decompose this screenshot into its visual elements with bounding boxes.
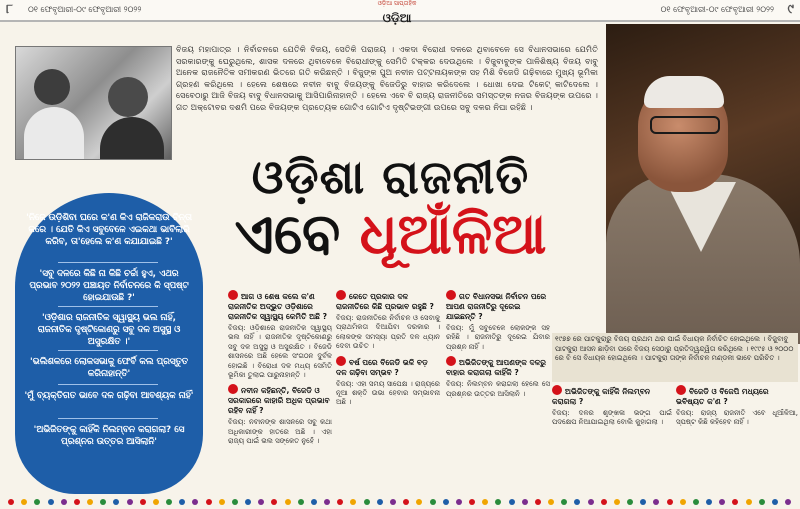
question-text: ଆଗ ଓ ଶେଷ କଲେ କ'ଣ ରାଜନୀତିକ ଅଦ୍ଭୁତ ଓଡ଼ିଶାରେ ରାଜନୀତିକ ସ୍ୱାସ୍ଥ୍ୟ କେମିତି ଅଛି ? [228, 292, 328, 321]
footer-dot [509, 499, 515, 505]
answer: ବିଜୟ: ମୁଁ ସବୁବେଳେ ଲୋକଙ୍କ ସହ ରହିଛି । ରାଜନୀତିରୁ ଦୂରେଇ ଯିବାର ପ୍ରଶ୍ନ ନାହିଁ । [446, 324, 550, 351]
question [552, 385, 672, 407]
question-marker-icon [552, 385, 562, 395]
headline-line2 [178, 202, 603, 267]
dateline-left: ୦୧ ଫେବୃଆରୀ-୦୯ ଫେବୃଆରୀ ୨୦୨୨ [28, 5, 142, 14]
footer-dot [364, 499, 370, 505]
masthead-logo [362, 0, 432, 25]
answer: ବିଜୟ: ଦଳର ଶୃଙ୍ଖଳା ଭଙ୍ଗ ପାଇଁ ପଦକ୍ଷେପ ନିଆଯାଇଥିଲା ବୋଲି କୁହାଗଲା । [552, 409, 672, 427]
footer-dot [192, 499, 198, 505]
answer: ବିଜୟ: ରାଜନୀତିରେ ନିର୍ବାଚନ ଓ ସେବାକୁ ପ୍ରାଥମିକତା ଦିଆଯିବା ଦରକାର । ଲୋକଙ୍କ ସମସ୍ୟା ପ୍ରତି ଦଳ ଧ୍ୟାନ ଦେବା ଉଚିତ । [336, 314, 440, 351]
question-text: ଅଭିଜିତଙ୍କୁ ଆପଣଙ୍କ ଦଳରୁ ବାହାର କରାଗଲା କାହିଁକି ? [446, 358, 546, 378]
photo-figure [24, 107, 84, 160]
footer-dot [21, 499, 27, 505]
footer-dot [324, 499, 330, 505]
pull-quote: 'ନିଜେ ଉଡ଼ିଶିବା ଘରେ କ'ଣ କିଏ ରାଜିକରାଉ ଚିନ୍ତା କରେ । ଯେତି କିଏ ସବୁବେଳେ ଏଇକଥା ଭାବିଲାରି କରିବ, ତା'ହେଲେ କ'ଣ କଯାଯାଇଛି ?' [26, 213, 192, 247]
footer-dot [153, 499, 159, 505]
footer-dot [574, 499, 580, 505]
question [336, 356, 440, 378]
footer-dot [127, 499, 133, 505]
footer-dot [8, 499, 14, 505]
question-marker-icon [446, 356, 456, 366]
footer-dot [219, 499, 225, 505]
quote-divider [58, 418, 158, 419]
footer-dot [746, 499, 752, 505]
headline-red-part: ଧୂଆଁଳିଆ [359, 202, 547, 267]
footer-dot [785, 499, 791, 505]
footer-dot [206, 499, 212, 505]
footer-dot [113, 499, 119, 505]
photo-figure-head [34, 69, 70, 105]
footer-dot [732, 499, 738, 505]
footer-dot [285, 499, 291, 505]
question [228, 290, 332, 322]
footer-dot [232, 499, 238, 505]
footer-dot [653, 499, 659, 505]
photo-figure [100, 117, 164, 160]
page-number-right: ୯ [787, 2, 794, 17]
footer-dot [100, 499, 106, 505]
footer-dot [680, 499, 686, 505]
question-text: ବର୍ଷ ପରେ ବିଜେଡି ଭଳି ବଡ଼ ଦଳ ଗଢ଼ିବା ସମ୍ଭବ ? [336, 357, 428, 377]
footer-dot [34, 499, 40, 505]
dateline-right: ୦୧ ଫେବୃଆରୀ-୦୯ ଫେବୃଆରୀ ୨୦୨୨ [660, 5, 774, 14]
footer-dot [719, 499, 725, 505]
question-text: ଗତ ବିଧାନସଭା ନିର୍ବାଚନ ପରେ ଆପଣ ରାଜନୀତିରୁ ଦୂରେଇ ଯାଇଛନ୍ତି ? [446, 292, 547, 321]
question [676, 385, 798, 407]
page-number-left: ୮ [6, 2, 13, 17]
footer-dot [87, 499, 93, 505]
quote-divider [58, 350, 158, 351]
pull-quote: 'ସବୁ ଦଳରେ କିଛି ନା କିଛି ଚର୍ଚ୍ଚା ହୁଏ, ଏଥର ପ୍ରଭାବ ୨୦୨୨ ପଞ୍ଚାୟତ ନିର୍ବାଚନରେ କି ସ୍ପଷ୍ଟ ହୋଇଯାଉଛି ?' [29, 269, 189, 303]
footer-dot [443, 499, 449, 505]
headline-black-part: ଏବେ [234, 202, 360, 267]
footer-dot [74, 499, 80, 505]
photo-figure-head [108, 77, 148, 117]
page-header [0, 0, 800, 25]
footer-dot [298, 499, 304, 505]
quote-divider [58, 262, 158, 263]
footer-dot [271, 499, 277, 505]
question-marker-icon [228, 384, 238, 394]
lead-paragraph: ବିଜୟ ମହାପାତ୍ର । ନିର୍ବାଚନରେ ଯେତିକି ବିଜୟ, ସେତିକି ପରାଜୟ । ଏକଦା ବିରୋଧୀ ଦଳରେ ଥିବାବେଳେ ସେ ବିଧାନସଭାରେ ଯେମିତି ସରକାରଙ୍କୁ ଘେରୁଥିଲେ, ଶାସକ ଦଳରେ ଥିବାବେଳେ ବିରୋଧୀଙ୍କୁ ସେମିତି ଟକ୍କର ଦେଉଥିଲେ । ବିଜୁବାବୁଙ୍କ ପାଳିଶିଷ୍ୟ ବିଜୟ ବାବୁ ଅନେକ ରାଜନୈତିକ ସମୀକରଣ ଭିତରେ ଗତି କରିଛନ୍ତି । ବିଜୁଙ୍କ ପୁଅ ନବୀନ ପଟ୍ଟନାୟକଙ୍କ ସହ ମିଶି ବିଜେଡି ଗଢ଼ିବାରେ ମୁଖ୍ୟ ଭୂମିକା ଗ୍ରହଣ କରିଥିଲେ । ହେଲେ ଶେଷରେ ନବୀନ ବାବୁ ବିଜୟଙ୍କୁ ବିଜେଡିରୁ ବାହାର କରିଦେଲେ । ଧୋଖା ଦେଇ ଟିକେଟ୍ କାଟିଦେଲେ । ସେବେଠାରୁ ଆଜି ବିଜୟ ବାବୁ ବିଧାନସଭାକୁ ଆସିପାରିନାହାନ୍ତି । ହେଲେ ଏବେ ବି ରାଜ୍ୟ ରାଜନୀତିରେ ସମସ୍ତଙ୍କ ନଜର ବିଜୟଙ୍କ ଉପରେ । ଗତ ଅକ୍ଟୋବର ଦଶମି ପରେ ବିଜୟଙ୍କ ପ୍ରତ୍ୟେକ ଗୋଟିଏ ଗୋଟିଏ ଦୃଷ୍ଟିଭଙ୍ଗୀ ଉପରେ ସବୁ ଦଳର ନିଘା ରହିଛି । [176, 44, 598, 112]
answer: ବିଜୟ: ଏହା ସମୟ ସାପେକ୍ଷ । ରାଜ୍ୟରେ ନୂଆ ଶକ୍ତି ଉଭା ହେବାର ସମ୍ଭାବନା ଅଛି । [336, 379, 440, 407]
interview-column [552, 385, 672, 428]
footer-dot [601, 499, 607, 505]
question-text: ଅଭିଜିତଙ୍କୁ କାହିଁକି ନିଲମ୍ବନ କରାଗଲା ? [552, 387, 651, 406]
footer-dot [258, 499, 264, 505]
answer: ବିଜୟ: ନିଲମ୍ବନ କରାଗଲା ହେଲେ ସେ ପ୍ରଶ୍ନର ଉତ୍ତର ଆସିଲାନି । [446, 380, 550, 398]
photo-caption: ୧୯୭୭ ରେ ପାଟକୁରାରୁ ବିଜୟ ପ୍ରଥମ ଥର ପାଇଁ ବିଧାୟକ ନିର୍ବାଚିତ ହୋଇଥିଲେ । ବିଜୁବାବୁ ପାଟକୁରା ଆସନ ଛାଡ଼ିବା ପରେ ବିଜୟ ସେଠାରୁ ପ୍ରତିଦ୍ୱନ୍ଦ୍ୱିତା କରିଥିଲେ । ୧୯୯୫ ଓ ୨୦୦୦ ରେ ବି ସେ ବିଧାୟକ ହୋଇଥିଲେ । ପାଟକୁରା ତାଙ୍କ ନିର୍ବାଚନ ମଣ୍ଡଳୀ ଭାବେ ପରିଚିତ । [552, 333, 798, 382]
footer-dot [350, 499, 356, 505]
footer-dot [627, 499, 633, 505]
question-marker-icon [336, 290, 346, 300]
question-text: ବିଜେଡି ଓ ବିଜେପି ମଧ୍ୟରେ ଭବିଷ୍ୟତ କ'ଣ ? [676, 387, 769, 406]
footer-dot [548, 499, 554, 505]
answer: ବିଜୟ: ନବୀନଙ୍କ ଶାସନରେ ସବୁ କଥା ଅଧିକାରୀଙ୍କ ହାତରେ ଅଛି । ଏହା ରାଜ୍ୟ ପାଇଁ ଭଲ ସଙ୍କେତ ନୁହେଁ । [228, 418, 332, 446]
footer-dot-strip [0, 499, 800, 507]
footer-dot [48, 499, 54, 505]
footer-dot [640, 499, 646, 505]
logo-tagline: ଓଡ଼ିଆ ସାପ୍ତାହିକ [377, 0, 417, 7]
footer-dot [693, 499, 699, 505]
question [446, 290, 550, 322]
question [336, 290, 440, 312]
question-text: ନବୀନ କହିଛନ୍ତି, ବିଜେଡି ଓ ସରକାରରେ କାହାରି ଅଧିକ ପ୍ରଭାବ ରହିବ ନାହିଁ ? [228, 386, 330, 416]
interview-column [676, 385, 798, 428]
portrait-photo [606, 24, 800, 344]
question-marker-icon [228, 290, 238, 300]
footer-dot [390, 499, 396, 505]
footer-dot [561, 499, 567, 505]
headline-line1: ଓଡ଼ିଶା ରାଜନୀତି [251, 150, 530, 204]
footer-dot [61, 499, 67, 505]
question-marker-icon [676, 385, 686, 395]
archive-photo [15, 46, 172, 160]
question [446, 356, 550, 378]
footer-dot [495, 499, 501, 505]
footer-dot [311, 499, 317, 505]
answer: ବିଜୟ: ଓଡ଼ିଶାରେ ରାଜନୀତିକ ସ୍ୱାସ୍ଥ୍ୟ ଭଲ ନାହିଁ । ରାଜନୀତିକ ଦୃଷ୍ଟିକୋଣରୁ ସବୁ ଦଳ ଅସୁସ୍ଥ ଓ ଅସୁରକ୍ଷିତ । ବିଜେଡି ଶାସନରେ ଅଛି ହେଲେ ସଂଗଠନ ଦୁର୍ବଳ ହୋଇଛି । ବିରୋଧୀ ଦଳ ମଧ୍ୟ ସେମିତି ଭୂମିକା ତୁଲାଇ ପାରୁନାହାନ୍ତି । [228, 324, 332, 380]
footer-dot [337, 499, 343, 505]
footer-dot [482, 499, 488, 505]
footer-dot [706, 499, 712, 505]
answer: ବିଜୟ: ରାଜ୍ୟ ରାଜନୀତି ଏବେ ଧୂଆଁଳିଆ, ସ୍ପଷ୍ଟ କିଛି କହିହେବ ନାହିଁ । [676, 409, 798, 427]
question [228, 384, 332, 416]
footer-dot [245, 499, 251, 505]
footer-dot [667, 499, 673, 505]
logo-title: ଓଡ଼ିଆ [382, 11, 412, 25]
footer-dot [759, 499, 765, 505]
footer-dot [403, 499, 409, 505]
question-marker-icon [446, 290, 456, 300]
footer-dot [430, 499, 436, 505]
pull-quote: 'ଓଡ଼ିଶାର ରାଜନୀତିକ ସ୍ୱାସ୍ଥ୍ୟ ଭଲ ନାହିଁ, ରାଜନୀତିକ ଦୃଷ୍ଟିକୋଣରୁ ସବୁ ଦଳ ଅସୁସ୍ଥ ଓ ଅସୁରକ୍ଷିତ ।' [37, 313, 181, 347]
pull-quote: 'ଭଲିଶକରେ ଲୋକସଭାକୁ ଫେର୍ବି କଲ ପ୍ରସ୍ତୁତ କରିନାହାନ୍ତି' [29, 357, 189, 379]
footer-dot [772, 499, 778, 505]
interview-column [446, 290, 550, 399]
footer-dot [535, 499, 541, 505]
footer-dot [469, 499, 475, 505]
pull-quote: 'ଅଭିଜିତଙ୍କୁ କାହିଁକି ନିଲମ୍ବନ କରାଗଲା? ସେ ପ୍ରଶ୍ନର ଉତ୍ତର ଆସିଲାନି' [33, 425, 185, 447]
footer-dot [456, 499, 462, 505]
quote-divider [58, 384, 158, 385]
footer-dot [416, 499, 422, 505]
interview-column [228, 290, 332, 447]
footer-dot [179, 499, 185, 505]
footer-dot [166, 499, 172, 505]
footer-dot [522, 499, 528, 505]
pull-quote: 'ମୁଁ ବ୍ୟକ୍ତିଗତ ଭାବେ ଦଳ ଗଢ଼ିବା ଆବଶ୍ୟକ ନାହିଁ' [24, 391, 194, 401]
portrait-glasses [650, 116, 720, 134]
footer-dot [614, 499, 620, 505]
portrait-hair [644, 76, 724, 108]
question-marker-icon [336, 356, 346, 366]
quote-divider [58, 306, 158, 307]
interview-column [336, 290, 440, 408]
question-text: କେତେ ପ୍ରକାର ଦଳ ରାଜନୀତିରେ କିଛି ପ୍ରଭାବ ରହୁଛି ? [336, 292, 434, 311]
footer-dot [588, 499, 594, 505]
footer-dot [377, 499, 383, 505]
footer-dot [140, 499, 146, 505]
